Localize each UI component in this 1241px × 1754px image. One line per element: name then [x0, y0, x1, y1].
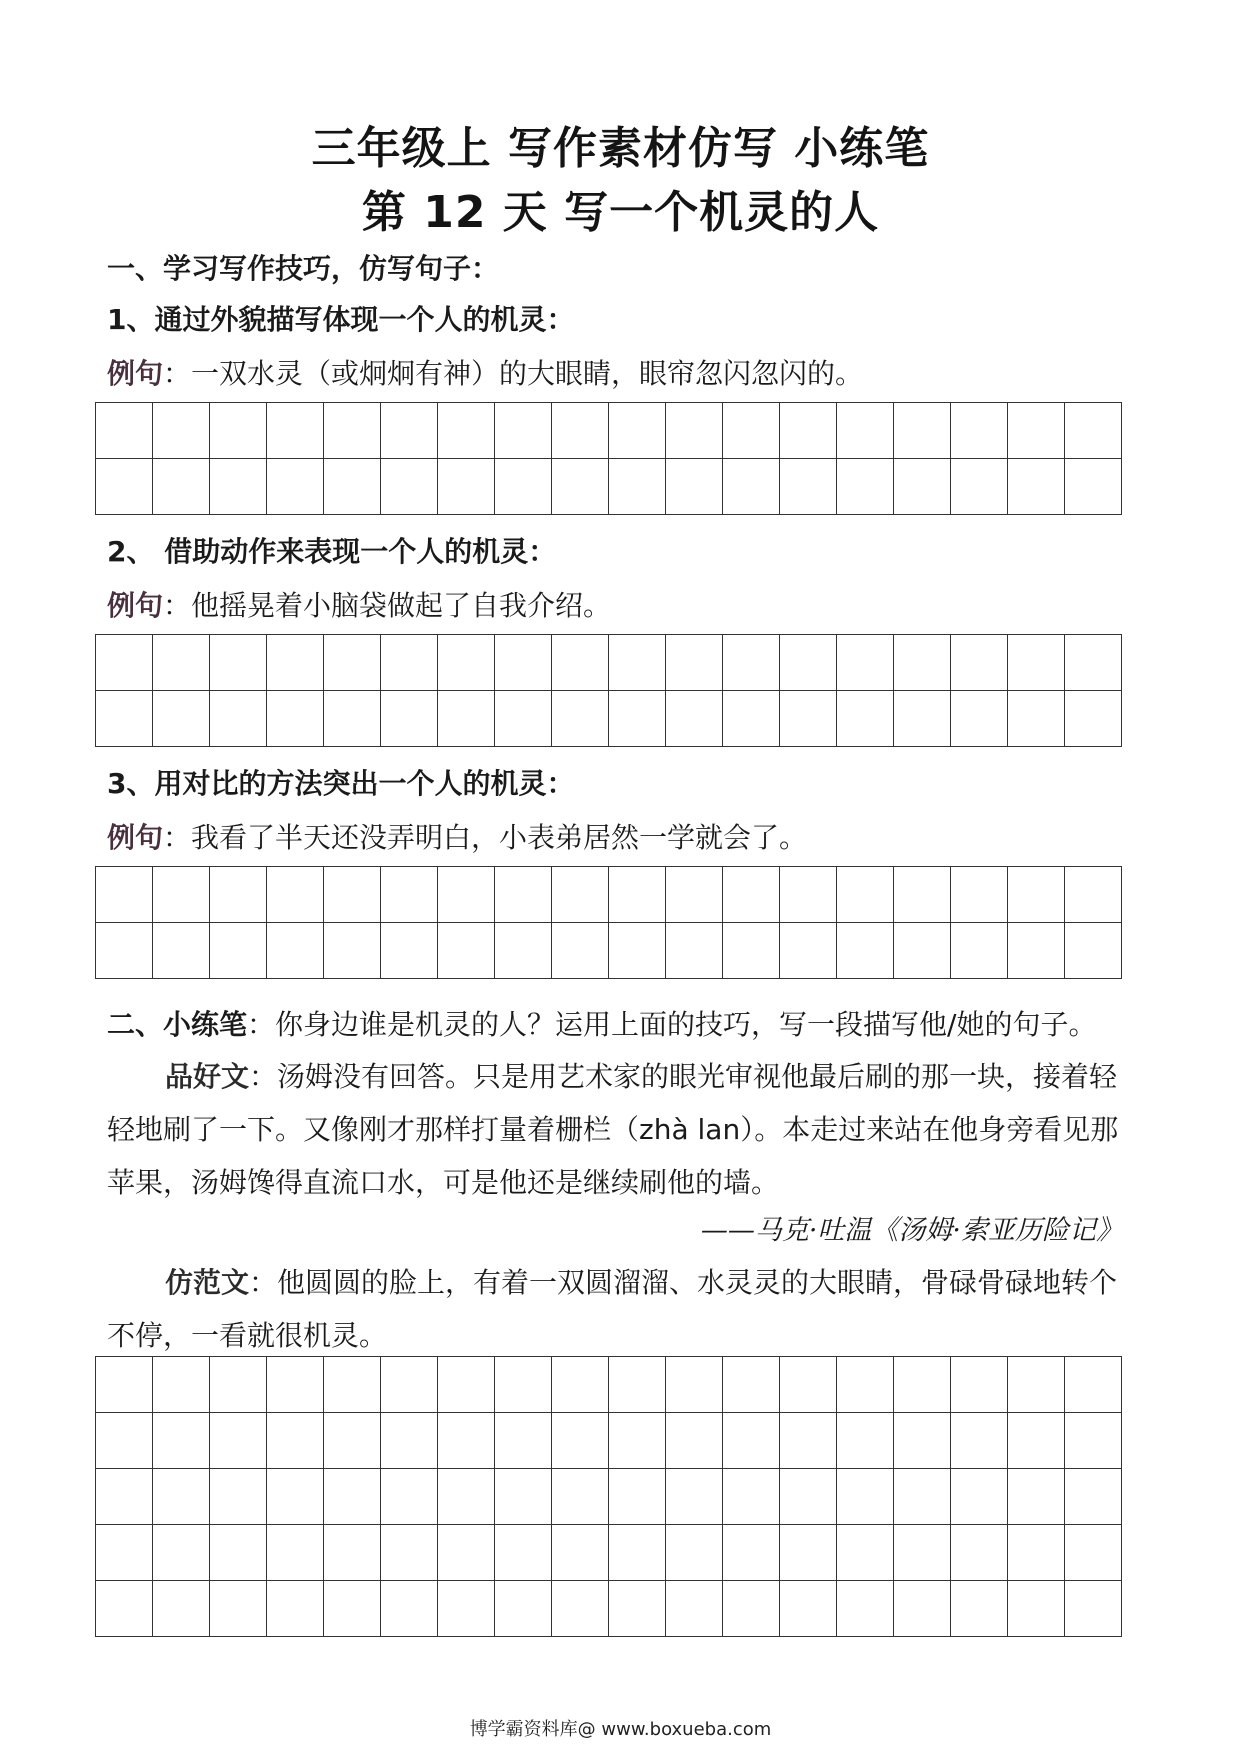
- grid-cell[interactable]: [780, 691, 837, 747]
- grid-cell[interactable]: [951, 1413, 1008, 1469]
- grid-cell[interactable]: [723, 1525, 780, 1581]
- grid-cell[interactable]: [267, 1525, 324, 1581]
- grid-cell[interactable]: [609, 635, 666, 691]
- page-title: 三年级上 写作素材仿写 小练笔: [311, 123, 930, 174]
- grid-cell[interactable]: [1008, 923, 1065, 979]
- grid-cell[interactable]: [1065, 403, 1122, 459]
- grid-cell[interactable]: [894, 403, 951, 459]
- grid-cell[interactable]: [267, 867, 324, 923]
- grid-cell[interactable]: [780, 635, 837, 691]
- grid-cell[interactable]: [438, 923, 495, 979]
- grid-cell[interactable]: [96, 867, 153, 923]
- grid-cell[interactable]: [894, 1413, 951, 1469]
- grid-cell[interactable]: [438, 691, 495, 747]
- grid-cell[interactable]: [495, 1413, 552, 1469]
- grid-cell[interactable]: [495, 1525, 552, 1581]
- grid-cell[interactable]: [609, 691, 666, 747]
- grid-cell[interactable]: [96, 691, 153, 747]
- grid-cell[interactable]: [609, 1469, 666, 1525]
- grid-cell[interactable]: [1065, 1525, 1122, 1581]
- grid-cell[interactable]: [1008, 1581, 1065, 1637]
- grid-cell[interactable]: [552, 923, 609, 979]
- grid-cell[interactable]: [951, 459, 1008, 515]
- grid-cell[interactable]: [324, 1357, 381, 1413]
- grid-cell[interactable]: [666, 1413, 723, 1469]
- grid-cell[interactable]: [1065, 459, 1122, 515]
- grid-cell[interactable]: [267, 923, 324, 979]
- grid-cell[interactable]: [1065, 635, 1122, 691]
- grid-cell[interactable]: [552, 867, 609, 923]
- grid-cell[interactable]: [723, 1357, 780, 1413]
- grid-cell[interactable]: [267, 403, 324, 459]
- grid-cell[interactable]: [666, 459, 723, 515]
- example-label: 例句: [107, 357, 164, 390]
- grid-cell[interactable]: [1008, 1357, 1065, 1413]
- grid-cell[interactable]: [438, 1413, 495, 1469]
- grid-cell[interactable]: [267, 1357, 324, 1413]
- grid-cell[interactable]: [951, 635, 1008, 691]
- grid-cell[interactable]: [837, 403, 894, 459]
- passage-source: ——马克·吐温《汤姆·索亚历险记》: [700, 1215, 1123, 1246]
- grid-cell[interactable]: [780, 867, 837, 923]
- grid-cell[interactable]: [381, 459, 438, 515]
- grid-cell[interactable]: [495, 635, 552, 691]
- grid-cell[interactable]: [381, 1357, 438, 1413]
- grid-cell[interactable]: [1008, 1525, 1065, 1581]
- example-text: ：一双水灵（或炯炯有神）的大眼睛，眼帘忽闪忽闪的。: [163, 357, 864, 390]
- writing-grid-1[interactable]: [95, 402, 1122, 515]
- grid-cell[interactable]: [267, 635, 324, 691]
- part2-heading-label: 二、小练笔: [107, 1008, 248, 1041]
- grid-cell[interactable]: [723, 1581, 780, 1637]
- grid-cell[interactable]: [210, 691, 267, 747]
- grid-cell[interactable]: [1065, 1357, 1122, 1413]
- grid-cell[interactable]: [153, 691, 210, 747]
- example-label: 例句: [107, 589, 164, 622]
- grid-cell[interactable]: [210, 635, 267, 691]
- item2-heading: 2、 借助动作来表现一个人的机灵：: [107, 535, 557, 568]
- grid-cell[interactable]: [609, 1581, 666, 1637]
- grid-cell[interactable]: [210, 923, 267, 979]
- grid-cell[interactable]: [381, 923, 438, 979]
- grid-cell[interactable]: [951, 691, 1008, 747]
- grid-cell[interactable]: [609, 1525, 666, 1581]
- grid-cell[interactable]: [723, 923, 780, 979]
- grid-cell[interactable]: [723, 459, 780, 515]
- grid-cell[interactable]: [723, 691, 780, 747]
- model-passage-label: 仿范文: [165, 1266, 250, 1299]
- grid-cell[interactable]: [267, 691, 324, 747]
- grid-cell[interactable]: [267, 1413, 324, 1469]
- grid-cell[interactable]: [552, 403, 609, 459]
- grid-cell[interactable]: [438, 867, 495, 923]
- grid-cell[interactable]: [96, 1413, 153, 1469]
- grid-cell[interactable]: [894, 635, 951, 691]
- grid-cell[interactable]: [495, 1357, 552, 1413]
- grid-cell[interactable]: [666, 1357, 723, 1413]
- item3-example: [107, 816, 807, 856]
- grid-cell[interactable]: [609, 867, 666, 923]
- grid-cell[interactable]: [723, 635, 780, 691]
- grid-cell[interactable]: [495, 403, 552, 459]
- grid-cell[interactable]: [153, 459, 210, 515]
- grid-cell[interactable]: [96, 1525, 153, 1581]
- grid-cell[interactable]: [780, 403, 837, 459]
- grid-cell[interactable]: [837, 867, 894, 923]
- grid-cell[interactable]: [837, 459, 894, 515]
- grid-cell[interactable]: [837, 691, 894, 747]
- grid-cell[interactable]: [1008, 635, 1065, 691]
- item1-example: [107, 352, 863, 392]
- grid-cell[interactable]: [951, 867, 1008, 923]
- grid-cell[interactable]: [894, 1525, 951, 1581]
- grid-cell[interactable]: [552, 1469, 609, 1525]
- footer-watermark: 博学霸资料库@ www.boxueba.com: [469, 1719, 772, 1740]
- grid-cell[interactable]: [1008, 403, 1065, 459]
- grid-cell[interactable]: [894, 459, 951, 515]
- grid-cell[interactable]: [153, 403, 210, 459]
- grid-cell[interactable]: [780, 923, 837, 979]
- grid-cell[interactable]: [951, 1581, 1008, 1637]
- grid-cell[interactable]: [495, 459, 552, 515]
- grid-cell[interactable]: [1065, 867, 1122, 923]
- grid-cell[interactable]: [1008, 691, 1065, 747]
- example-text: ：我看了半天还没弄明白，小表弟居然一学就会了。: [163, 821, 808, 854]
- grid-cell[interactable]: [837, 923, 894, 979]
- grid-cell[interactable]: [894, 1581, 951, 1637]
- grid-cell[interactable]: [438, 635, 495, 691]
- grid-cell[interactable]: [153, 923, 210, 979]
- grid-cell[interactable]: [210, 1469, 267, 1525]
- grid-cell[interactable]: [723, 1469, 780, 1525]
- grid-cell[interactable]: [324, 1469, 381, 1525]
- grid-cell[interactable]: [723, 867, 780, 923]
- grid-cell[interactable]: [951, 1357, 1008, 1413]
- grid-cell[interactable]: [495, 1581, 552, 1637]
- grid-cell[interactable]: [324, 1581, 381, 1637]
- grid-cell[interactable]: [96, 403, 153, 459]
- grid-cell[interactable]: [210, 459, 267, 515]
- grid-cell[interactable]: [153, 1413, 210, 1469]
- grid-cell[interactable]: [894, 1357, 951, 1413]
- grid-cell[interactable]: [210, 403, 267, 459]
- grid-cell[interactable]: [96, 1357, 153, 1413]
- item1-heading: 1、通过外貌描写体现一个人的机灵：: [107, 303, 575, 336]
- grid-cell[interactable]: [552, 691, 609, 747]
- model-passage: [107, 1256, 1137, 1362]
- grid-cell[interactable]: [666, 1469, 723, 1525]
- grid-cell[interactable]: [381, 1413, 438, 1469]
- grid-cell[interactable]: [1008, 1469, 1065, 1525]
- grid-cell[interactable]: [666, 403, 723, 459]
- grid-cell[interactable]: [381, 1469, 438, 1525]
- grid-cell[interactable]: [552, 1413, 609, 1469]
- grid-cell[interactable]: [666, 635, 723, 691]
- grid-cell[interactable]: [1065, 691, 1122, 747]
- page-subtitle: 第 12 天 写一个机灵的人: [361, 187, 880, 238]
- grid-cell[interactable]: [951, 1469, 1008, 1525]
- grid-cell[interactable]: [780, 1357, 837, 1413]
- grid-cell[interactable]: [837, 1581, 894, 1637]
- grid-cell[interactable]: [267, 1469, 324, 1525]
- grid-cell[interactable]: [894, 691, 951, 747]
- grid-cell[interactable]: [1065, 1581, 1122, 1637]
- grid-cell[interactable]: [837, 1357, 894, 1413]
- grid-cell[interactable]: [609, 1413, 666, 1469]
- grid-cell[interactable]: [210, 1581, 267, 1637]
- grid-cell[interactable]: [666, 691, 723, 747]
- grid-cell[interactable]: [381, 635, 438, 691]
- grid-cell[interactable]: [96, 923, 153, 979]
- grid-cell[interactable]: [609, 1357, 666, 1413]
- good-passage-label: 品好文: [165, 1060, 250, 1093]
- grid-cell[interactable]: [1008, 1413, 1065, 1469]
- grid-cell[interactable]: [609, 459, 666, 515]
- grid-cell[interactable]: [324, 867, 381, 923]
- good-passage: [107, 1050, 1137, 1209]
- grid-cell[interactable]: [96, 1469, 153, 1525]
- grid-cell[interactable]: [153, 1525, 210, 1581]
- part1-heading: 一、学习写作技巧，仿写句子：: [107, 252, 500, 285]
- grid-cell[interactable]: [381, 1581, 438, 1637]
- grid-cell[interactable]: [153, 867, 210, 923]
- grid-cell[interactable]: [666, 1581, 723, 1637]
- grid-cell[interactable]: [153, 1357, 210, 1413]
- grid-cell[interactable]: [381, 691, 438, 747]
- writing-grid-4[interactable]: [95, 1356, 1122, 1637]
- grid-cell[interactable]: [894, 867, 951, 923]
- grid-cell[interactable]: [210, 1357, 267, 1413]
- grid-cell[interactable]: [951, 403, 1008, 459]
- grid-cell[interactable]: [495, 923, 552, 979]
- grid-cell[interactable]: [381, 403, 438, 459]
- grid-cell[interactable]: [324, 923, 381, 979]
- part2-heading: [107, 1003, 1096, 1043]
- grid-cell[interactable]: [609, 923, 666, 979]
- grid-cell[interactable]: [495, 867, 552, 923]
- example-label: 例句: [107, 821, 164, 854]
- grid-cell[interactable]: [438, 1357, 495, 1413]
- good-passage-text: ：汤姆没有回答。只是用艺术家的眼光审视他最后刷的那一块，接着轻轻地刷了一下。又像刚才那样打量着栅栏（zhà lan）。本走过来站在他身旁看见那苹果，汤姆馋得直流口水，可是他还是继续刷他的墙。: [107, 1060, 1119, 1199]
- grid-cell[interactable]: [666, 867, 723, 923]
- grid-cell[interactable]: [438, 459, 495, 515]
- grid-cell[interactable]: [1065, 923, 1122, 979]
- part2-heading-text: ：你身边谁是机灵的人？运用上面的技巧，写一段描写他/她的句子。: [247, 1008, 1097, 1041]
- grid-cell[interactable]: [894, 1469, 951, 1525]
- grid-cell[interactable]: [780, 1413, 837, 1469]
- grid-cell[interactable]: [267, 1581, 324, 1637]
- grid-cell[interactable]: [324, 1413, 381, 1469]
- grid-cell[interactable]: [438, 1525, 495, 1581]
- writing-grid-3[interactable]: [95, 866, 1122, 979]
- grid-cell[interactable]: [324, 691, 381, 747]
- item2-example: [107, 584, 611, 624]
- grid-cell[interactable]: [780, 1525, 837, 1581]
- grid-cell[interactable]: [438, 1469, 495, 1525]
- writing-grid-2[interactable]: [95, 634, 1122, 747]
- grid-cell[interactable]: [837, 1413, 894, 1469]
- grid-cell[interactable]: [495, 691, 552, 747]
- grid-cell[interactable]: [438, 1581, 495, 1637]
- grid-cell[interactable]: [552, 1581, 609, 1637]
- grid-cell[interactable]: [96, 1581, 153, 1637]
- grid-cell[interactable]: [210, 1525, 267, 1581]
- grid-cell[interactable]: [324, 403, 381, 459]
- grid-cell[interactable]: [837, 1525, 894, 1581]
- grid-cell[interactable]: [210, 867, 267, 923]
- grid-cell[interactable]: [666, 923, 723, 979]
- grid-cell[interactable]: [210, 1413, 267, 1469]
- grid-cell[interactable]: [552, 1357, 609, 1413]
- grid-cell[interactable]: [723, 1413, 780, 1469]
- grid-cell[interactable]: [153, 1469, 210, 1525]
- grid-cell[interactable]: [324, 1525, 381, 1581]
- item3-heading: 3、用对比的方法突出一个人的机灵：: [107, 767, 575, 800]
- grid-cell[interactable]: [951, 923, 1008, 979]
- grid-cell[interactable]: [780, 1581, 837, 1637]
- grid-cell[interactable]: [609, 403, 666, 459]
- grid-cell[interactable]: [837, 635, 894, 691]
- grid-cell[interactable]: [1008, 867, 1065, 923]
- grid-cell[interactable]: [1065, 1413, 1122, 1469]
- grid-cell[interactable]: [780, 1469, 837, 1525]
- model-passage-text: ：他圆圆的脸上，有着一双圆溜溜、水灵灵的大眼睛，骨碌骨碌地转个不停，一看就很机灵。: [107, 1266, 1118, 1352]
- grid-cell[interactable]: [381, 1525, 438, 1581]
- grid-cell[interactable]: [552, 459, 609, 515]
- grid-cell[interactable]: [552, 1525, 609, 1581]
- grid-cell[interactable]: [381, 867, 438, 923]
- grid-cell[interactable]: [894, 923, 951, 979]
- grid-cell[interactable]: [153, 1581, 210, 1637]
- example-text: ：他摇晃着小脑袋做起了自我介绍。: [163, 589, 612, 622]
- grid-cell[interactable]: [438, 403, 495, 459]
- grid-cell[interactable]: [324, 635, 381, 691]
- grid-cell[interactable]: [723, 403, 780, 459]
- grid-cell[interactable]: [780, 459, 837, 515]
- grid-cell[interactable]: [96, 635, 153, 691]
- grid-cell[interactable]: [153, 635, 210, 691]
- grid-cell[interactable]: [666, 1525, 723, 1581]
- grid-cell[interactable]: [1008, 459, 1065, 515]
- grid-cell[interactable]: [552, 635, 609, 691]
- grid-cell[interactable]: [1065, 1469, 1122, 1525]
- grid-cell[interactable]: [96, 459, 153, 515]
- grid-cell[interactable]: [951, 1525, 1008, 1581]
- grid-cell[interactable]: [495, 1469, 552, 1525]
- grid-cell[interactable]: [837, 1469, 894, 1525]
- grid-cell[interactable]: [267, 459, 324, 515]
- grid-cell[interactable]: [324, 459, 381, 515]
